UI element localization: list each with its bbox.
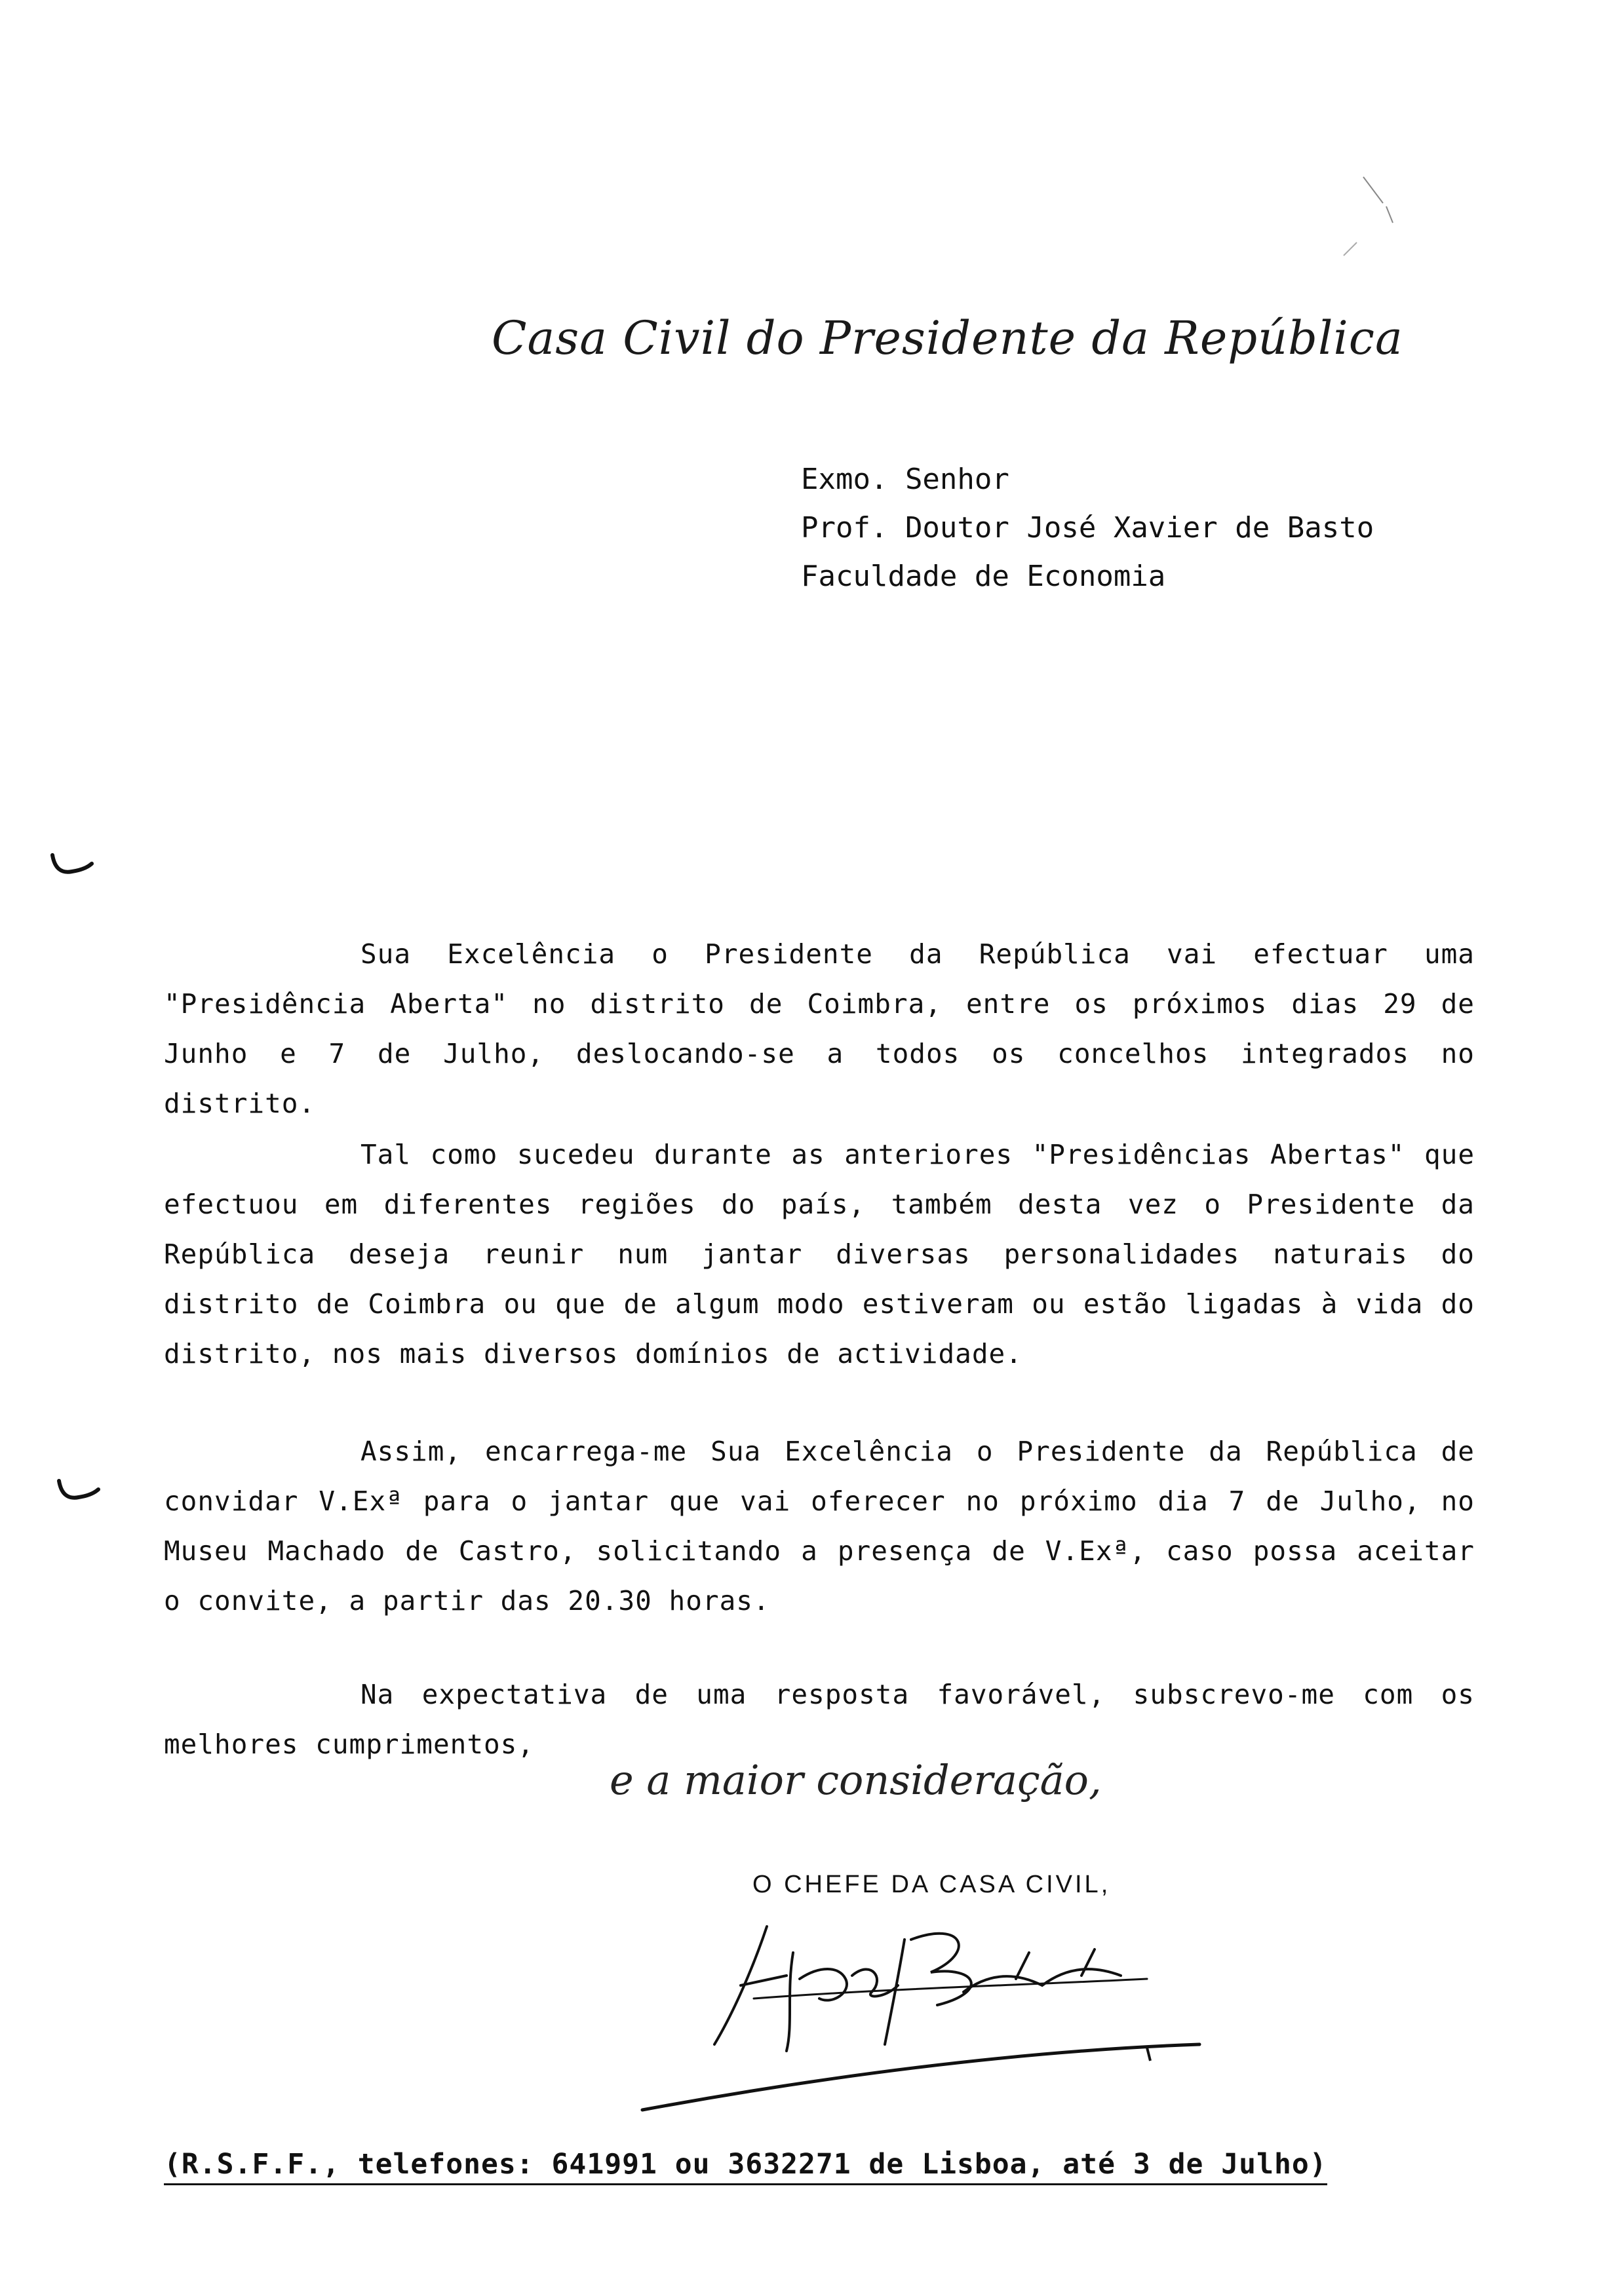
- body-paragraph-3: Assim, encarrega-me Sua Excelência o Presidente da República de convidar V.Exª para o jantar que vai oferecer no próximo dia 7 de Julho, no Museu Machado de Castro, solicitando a presença de V.Exª, caso possa aceitar o convite, a partir das 20.30 horas.: [164, 1436, 1475, 1617]
- letterhead: Casa Civil do Presidente da República: [492, 311, 1403, 365]
- recipient-salutation: Exmo. Senhor: [801, 463, 1009, 496]
- margin-tick-mark: [49, 852, 95, 878]
- body-paragraph-2: Tal como sucedeu durante as anteriores "Presidências Abertas" que efectuou em diferentes regiões do país, também desta vez o Presidente da República deseja reunir num jantar diversas personalidades naturais do distrito de Coimbra ou que de algum modo estiveram ou estão ligadas à vida do distrito, nos mais diversos domínios de actividade.: [164, 1139, 1475, 1369]
- body-paragraph-4: Na expectativa de uma resposta favorável, subscrevo-me com os melhores cumprimentos,: [164, 1679, 1475, 1760]
- recipient-institution: Faculdade de Economia: [801, 560, 1166, 593]
- handwritten-closing: e a maior consideração,: [610, 1756, 1102, 1804]
- body-paragraph-1: Sua Excelência o Presidente da República vai efectuar uma "Presidência Aberta" no distrito de Coimbra, entre os próximos dias 29 de Junho e 7 de Julho, deslocando-se a todos os concelhos integrados no distrito.: [164, 938, 1475, 1119]
- corner-scribble: [1337, 164, 1416, 269]
- signer-title: O CHEFE DA CASA CIVIL,: [752, 1871, 1111, 1898]
- footer-contact-note: (R.S.F.F., telefones: 641991 ou 3632271 de Lisboa, até 3 de Julho): [164, 2148, 1327, 2185]
- recipient-name: Prof. Doutor José Xavier de Basto: [801, 511, 1374, 545]
- margin-tick-mark: [56, 1478, 102, 1504]
- handwritten-signature: [623, 1913, 1213, 2123]
- recipient-address: [801, 455, 1374, 601]
